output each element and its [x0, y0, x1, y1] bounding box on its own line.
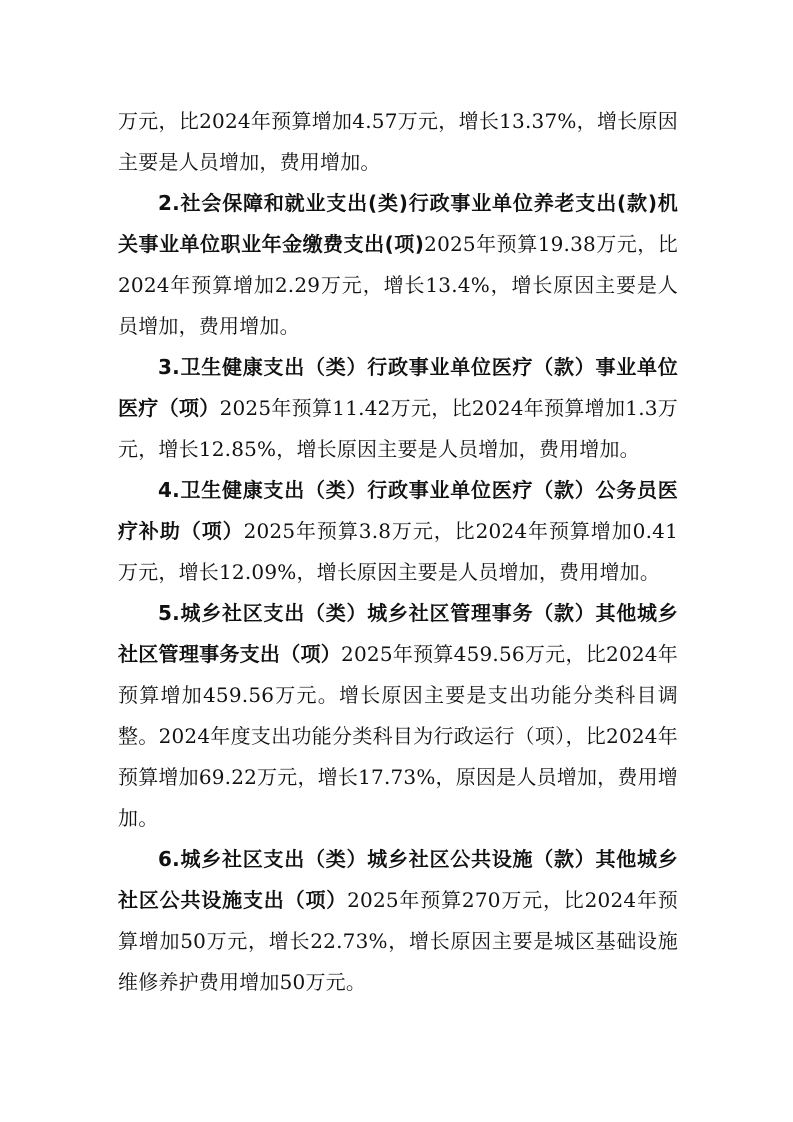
item-heading: 4.卫生健康支出（类）行政事业单位医疗（款）公务员医疗补助（项）: [118, 478, 678, 543]
paragraph-text: 2025年预算459.56万元，比2024年预算增加459.56万元。增长原因主要是支出功能分类科目调整。2024年度支出功能分类科目为行政运行（项），比2024年预算增加69.22万元，增长17.73%，原因是人员增加，费用增加。: [118, 642, 678, 830]
paragraph-item-6: [118, 839, 678, 1003]
paragraph-item-3: [118, 347, 678, 470]
paragraph-text: 2025年预算11.42万元，比2024年预算增加1.3万元，增长12.85%，增长原因主要是人员增加，费用增加。: [118, 396, 678, 461]
item-heading: 6.城乡社区支出（类）城乡社区公共设施（款）其他城乡社区公共设施支出（项）: [118, 847, 678, 912]
item-heading: 5.城乡社区支出（类）城乡社区管理事务（款）其他城乡社区管理事务支出（项）: [118, 601, 678, 666]
paragraph-item-4: [118, 470, 678, 593]
paragraph-text: 2025年预算270万元，比2024年预算增加50万元，增长22.73%，增长原因主要是城区基础设施维修养护费用增加50万元。: [118, 888, 678, 994]
paragraph-item-2: [118, 183, 678, 347]
paragraph-item-5: [118, 593, 678, 839]
item-heading: 2.社会保障和就业支出(类)行政事业单位养老支出(款)机关事业单位职业年金缴费支出(项): [118, 191, 678, 256]
paragraph-continuation: [118, 101, 678, 183]
paragraph-text: 2025年预算19.38万元，比2024年预算增加2.29万元，增长13.4%，增长原因主要是人员增加，费用增加。: [118, 232, 678, 338]
item-heading: 3.卫生健康支出（类）行政事业单位医疗（款）事业单位医疗（项）: [118, 355, 678, 420]
paragraph-text: 2025年预算3.8万元，比2024年预算增加0.41万元，增长12.09%，增长原因主要是人员增加，费用增加。: [118, 519, 678, 584]
document-body: [118, 101, 678, 1003]
paragraph-text: 万元，比2024年预算增加4.57万元，增长13.37%，增长原因主要是人员增加，费用增加。: [118, 109, 678, 174]
